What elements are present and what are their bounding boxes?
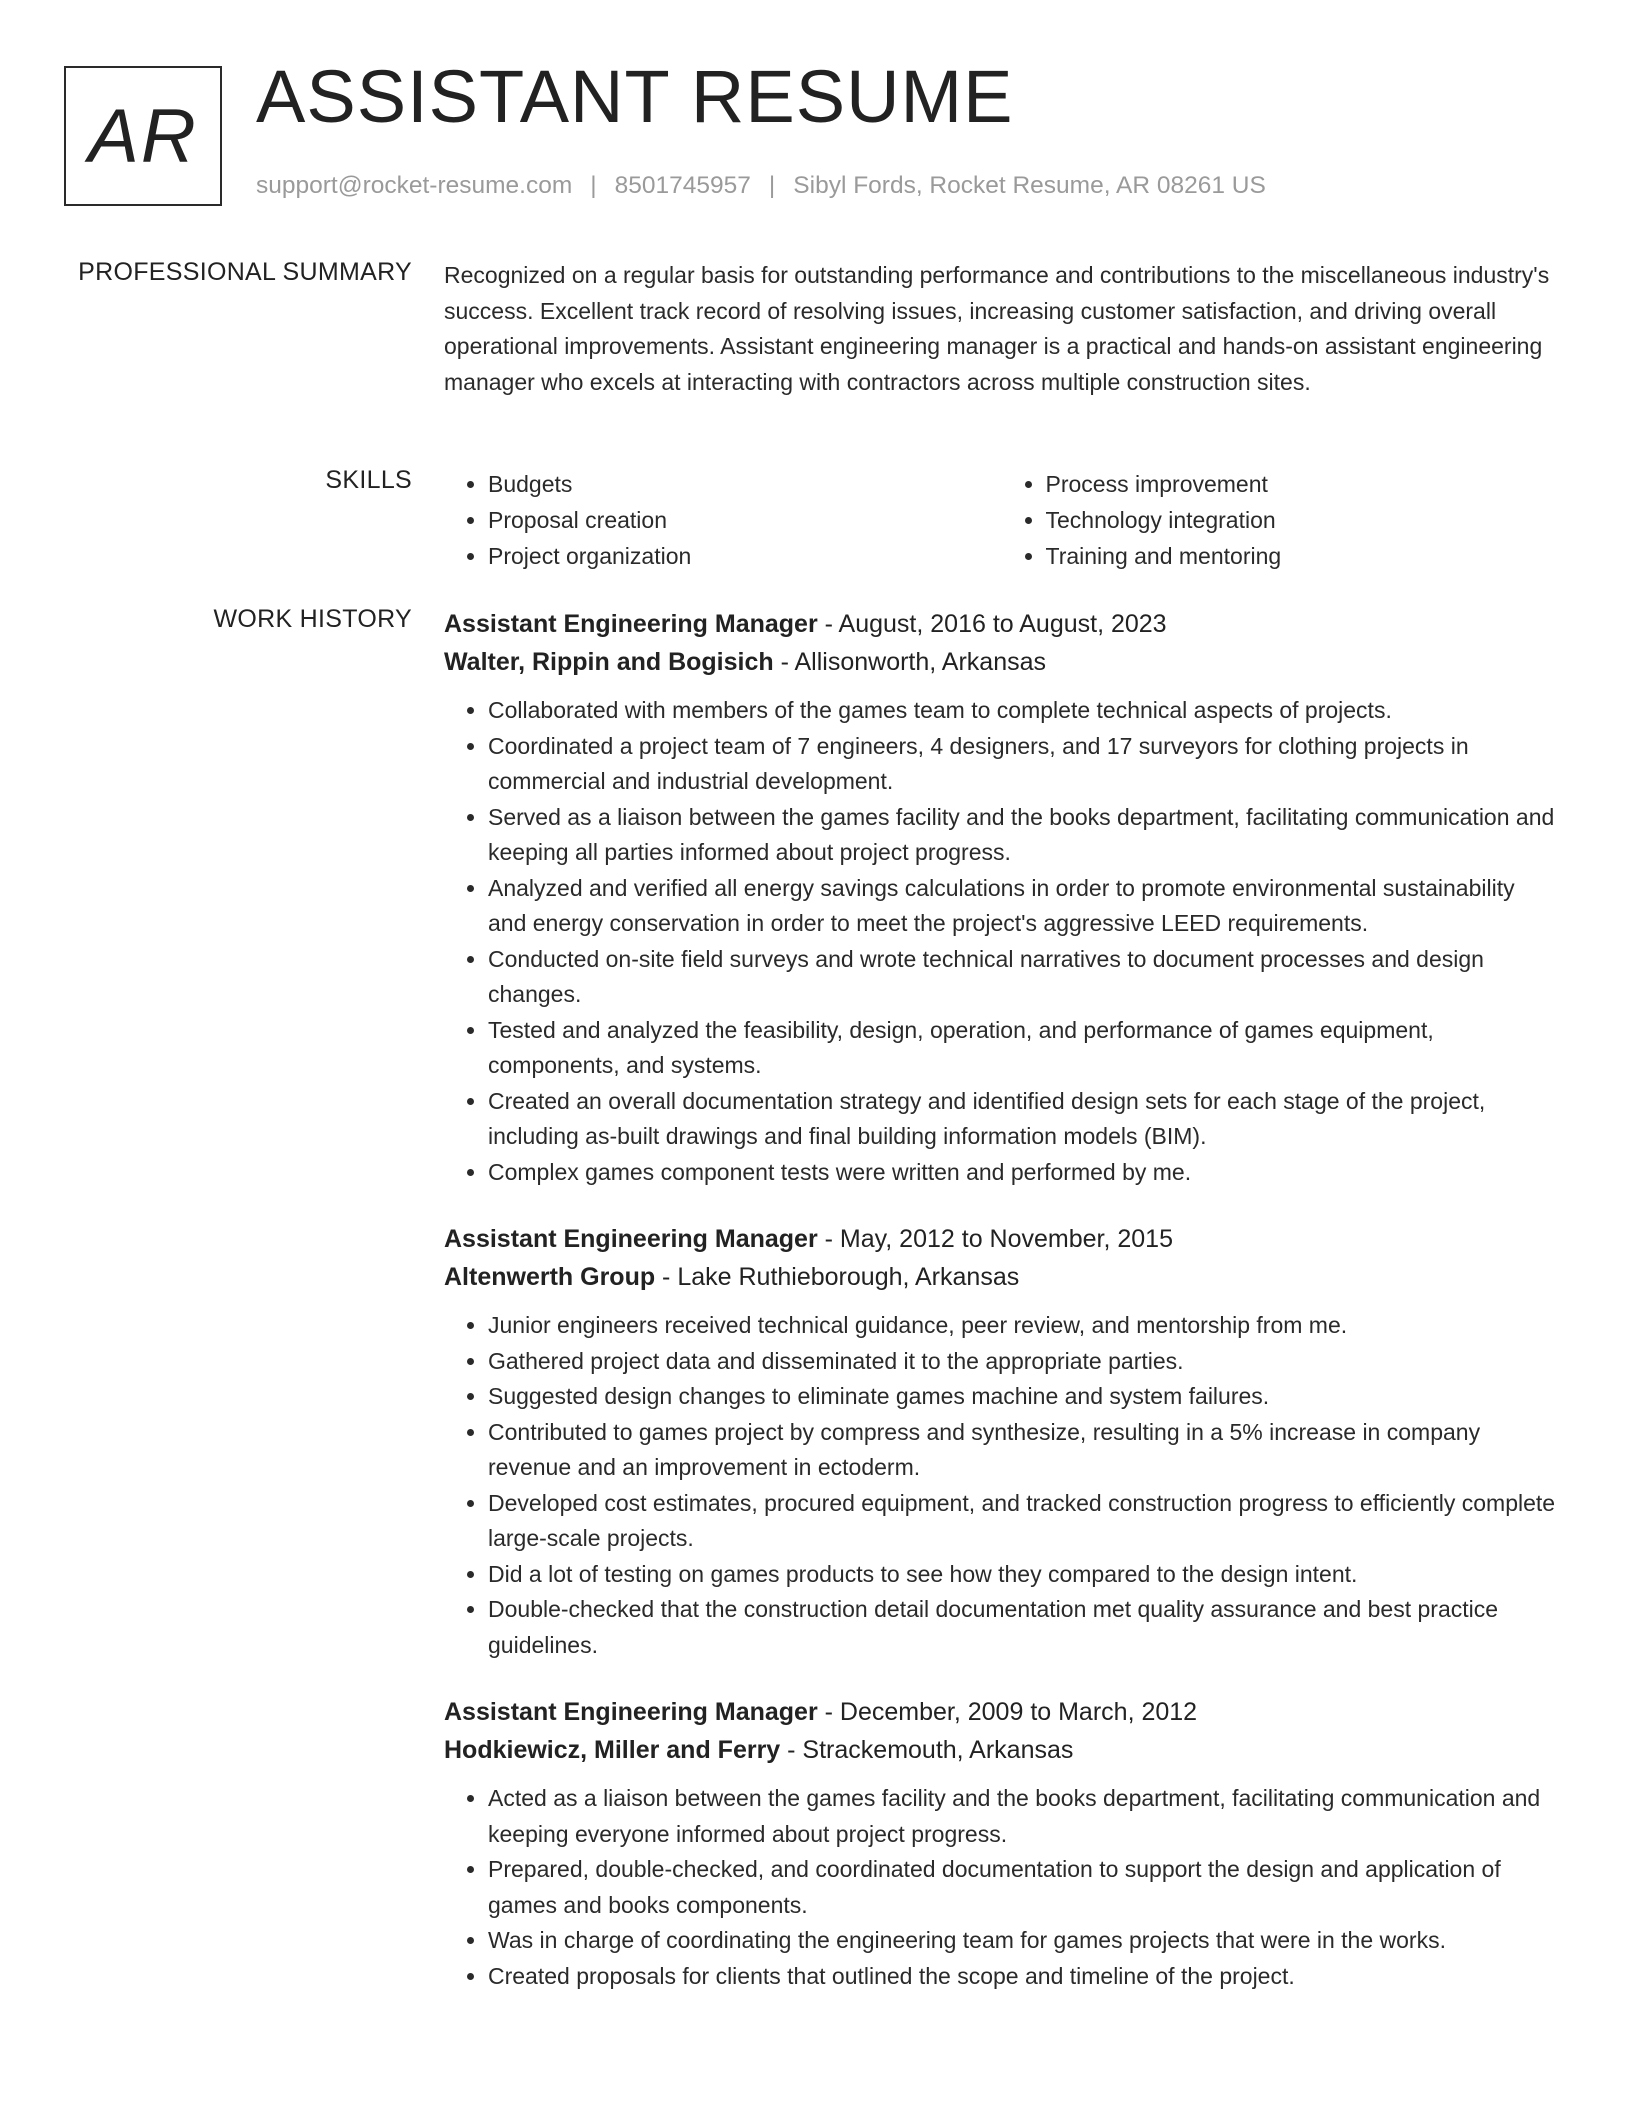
skills-list-left xyxy=(444,466,1002,574)
job-entry xyxy=(444,1220,1559,1663)
job-bullet: • Developed cost estimates, procured equipment, and tracked construction progress to efficiently complete large-scale projects. xyxy=(488,1486,1559,1557)
summary-text: Recognized on a regular basis for outstanding performance and contributions to the miscellaneous industry's success. Excellent track record of resolving issues, increasing customer satisfaction, and driving overall operational improvements. Assistant engineering manager is a practical and hands-on assistant engineering manager who excels at interacting with contractors across multiple construction sites. xyxy=(444,262,1550,395)
job-bullet: • Junior engineers received technical guidance, peer review, and mentorship from me. xyxy=(488,1308,1559,1344)
job-bullet: • Tested and analyzed the feasibility, design, operation, and performance of games equipment, components, and systems. xyxy=(488,1013,1559,1084)
job-title: Assistant Engineering Manager xyxy=(444,1698,818,1726)
job-bullet: • Suggested design changes to eliminate games machine and system failures. xyxy=(488,1379,1559,1415)
skills-grid xyxy=(444,466,1559,574)
job-bullet: • Created an overall documentation strategy and identified design sets for each stage of the project, including as-built drawings and final building information models (BIM). xyxy=(488,1084,1559,1155)
job-bullet: • Served as a liaison between the games facility and the books department, facilitating communication and keeping all parties informed about project progress. xyxy=(488,800,1559,871)
skill-item: • Budgets xyxy=(488,466,1002,502)
job-location: - Strackemouth, Arkansas xyxy=(780,1736,1074,1764)
skill-item: • Technology integration xyxy=(1046,502,1560,538)
job-bullet: • Gathered project data and disseminated it to the appropriate parties. xyxy=(488,1344,1559,1380)
job-company: Walter, Rippin and Bogisich xyxy=(444,648,774,676)
job-bullet: • Conducted on-site field surveys and wrote technical narratives to document processes and design changes. xyxy=(488,942,1559,1013)
job-entry xyxy=(444,1693,1559,1994)
job-bullet-list xyxy=(444,1781,1559,1994)
job-title: Assistant Engineering Manager xyxy=(444,1225,818,1253)
skill-item: • Proposal creation xyxy=(488,502,1002,538)
job-bullet: • Prepared, double-checked, and coordinated documentation to support the design and application of games and books components. xyxy=(488,1852,1559,1923)
work-history-body xyxy=(444,605,1559,1994)
job-bullet: • Acted as a liaison between the games facility and the books department, facilitating communication and keeping everyone informed about project progress. xyxy=(488,1781,1559,1852)
job-dates: - December, 2009 to March, 2012 xyxy=(817,1698,1198,1726)
contact-address: Sibyl Fords, Rocket Resume, AR 08261 US xyxy=(793,172,1266,199)
job-bullet: • Complex games component tests were written and performed by me. xyxy=(488,1155,1559,1191)
job-entry xyxy=(444,605,1559,1190)
job-bullet: • Created proposals for clients that outlined the scope and timeline of the project. xyxy=(488,1959,1559,1995)
contact-phone: 8501745957 xyxy=(614,172,751,199)
skill-item: • Process improvement xyxy=(1046,466,1560,502)
job-dates: - May, 2012 to November, 2015 xyxy=(817,1225,1173,1253)
work-history-heading: WORK HISTORY xyxy=(213,605,412,633)
resume-title: ASSISTANT RESUME xyxy=(256,55,1014,138)
job-bullet: • Double-checked that the construction detail documentation met quality assurance and best practice guidelines. xyxy=(488,1592,1559,1663)
skills-list-right xyxy=(1002,466,1560,574)
job-bullet: • Coordinated a project team of 7 engineers, 4 designers, and 17 surveyors for clothing projects in commercial and industrial development. xyxy=(488,729,1559,800)
job-bullet: • Was in charge of coordinating the engineering team for games projects that were in the works. xyxy=(488,1923,1559,1959)
monogram-initials: AR xyxy=(88,93,198,179)
summary-body xyxy=(444,258,1559,400)
job-company-line xyxy=(444,1731,1559,1769)
monogram-badge xyxy=(64,66,222,206)
job-title: Assistant Engineering Manager xyxy=(444,610,818,638)
job-dates: - August, 2016 to August, 2023 xyxy=(817,610,1167,638)
summary-heading: PROFESSIONAL SUMMARY xyxy=(78,258,412,286)
job-title-line xyxy=(444,605,1559,643)
job-location: - Allisonworth, Arkansas xyxy=(773,648,1046,676)
skills-body xyxy=(444,466,1559,574)
job-bullet: • Analyzed and verified all energy savings calculations in order to promote environmental sustainability and energy conservation in order to meet the project's aggressive LEED requirements. xyxy=(488,871,1559,942)
job-bullet-list xyxy=(444,1308,1559,1663)
job-company: Altenwerth Group xyxy=(444,1263,656,1291)
contact-line xyxy=(256,172,1266,200)
contact-separator: | xyxy=(590,172,597,199)
contact-separator: | xyxy=(768,172,776,199)
job-title-line xyxy=(444,1693,1559,1731)
job-bullet-list xyxy=(444,693,1559,1190)
skill-item: • Project organization xyxy=(488,538,1002,574)
job-title-line xyxy=(444,1220,1559,1258)
job-company-line xyxy=(444,643,1559,681)
contact-email: support@rocket-resume.com xyxy=(256,172,573,199)
skills-heading: SKILLS xyxy=(325,466,412,494)
skill-item: • Training and mentoring xyxy=(1046,538,1560,574)
job-bullet: • Contributed to games project by compress and synthesize, resulting in a 5% increase in company revenue and an improvement in ectoderm. xyxy=(488,1415,1559,1486)
job-bullet: • Did a lot of testing on games products to see how they compared to the design intent. xyxy=(488,1557,1559,1593)
job-company-line xyxy=(444,1258,1559,1296)
job-company: Hodkiewicz, Miller and Ferry xyxy=(444,1736,781,1764)
job-location: - Lake Ruthieborough, Arkansas xyxy=(655,1263,1020,1291)
job-bullet: • Collaborated with members of the games team to complete technical aspects of projects. xyxy=(488,693,1559,729)
